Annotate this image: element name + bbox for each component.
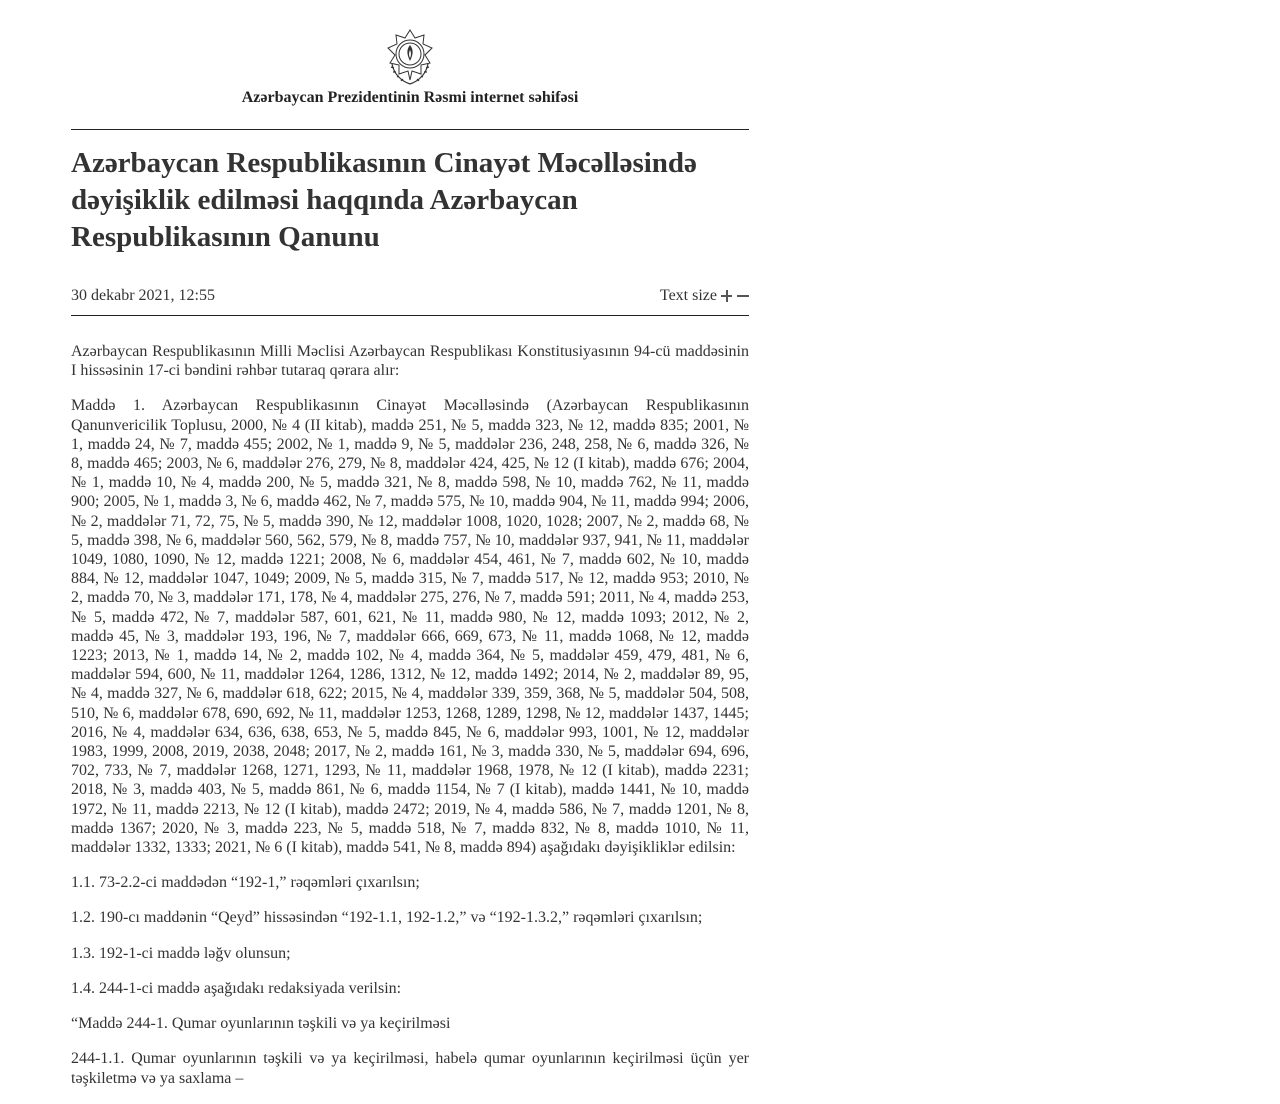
minus-icon[interactable] <box>737 290 749 302</box>
article-meta <box>71 285 749 307</box>
meta-divider <box>71 315 749 316</box>
site-header <box>71 0 749 107</box>
text-size-control <box>660 287 749 305</box>
text-size-label: Text size <box>659 287 717 304</box>
paragraph-article-244-1-heading: “Maddə 244-1. Qumar oyunlarının təşkili və ya keçirilməsi <box>71 1015 451 1033</box>
publish-date: 30 dekabr 2021, 12:55 <box>71 287 215 304</box>
paragraph-244-1-1: 244-1.1. Qumar oyunlarının təşkili və ya keçirilməsi, habelə qumar oyunlarının keçirilməsi üçün yer təşkiletmə və ya saxlama – <box>71 1050 749 1087</box>
paragraph-article-1: Maddə 1. Azərbaycan Respublikasının Cinayət Məcəlləsində (Azərbaycan Respublikasının Qanunvericilik Toplusu, 2000, № 4 (II kitab), maddə 251, № 5, maddə 323, № 12, maddə 835; 2001, № 1, maddə 24, № 7, maddə 455; 2002, № 1, maddə 9, № 5, maddələr 236, 248, 258, № 6, maddə 326, № 8, maddə 465; 2003, № 6, maddələr 276, 279, № 8, maddələr 424, 425, № 12 (I kitab), maddə 676; 2004, № 1, maddə 10, № 4, maddə 200, № 5, maddə 321, № 8, maddə 598, № 10, maddə 762, № 11, maddə 900; 2005, № 1, maddə 3, № 6, maddə 462, № 7, maddə 575, № 10, maddə 904, № 11, maddə 994; 2006, № 2, maddələr 71, 72, 75, № 5, maddə 390, № 12, maddələr 1008, 1020, 1028; 2007, № 2, maddə 68, № 5, maddə 398, № 6, maddələr 560, 562, 579, № 8, maddə 757, № 10, maddələr 937, 941, № 11, maddələr 1049, 1080, 1090, № 12, maddə 1221; 2008, № 6, maddələr 454, 461, № 7, maddə 602, № 10, maddə 884, № 12, maddələr 1047, 1049; 2009, № 5, maddə 315, № 7, maddə 517, № 12, maddə 953; 2010, № 2, maddə 70, № 3, maddələr 171, 178, № 4, maddələr 275, 276, № 7, maddə 591; 2011, № 4, maddə 253, № 5, maddə 472, № 7, maddələr 587, 601, 621, № 11, maddə 980, № 12, maddə 1093; 2012, № 2, maddə 45, № 3, maddələr 193, 196, № 7, maddələr 666, 669, 673, № 11, maddə 1068, № 12, maddə 1223; 2013, № 1, maddə 14, № 2, maddə 102, № 4, maddə 364, № 5, maddələr 459, 479, 481, № 6, maddələr 594, 600, № 11, maddələr 1264, 1286, 1312, № 12, maddə 1492; 2014, № 2, maddələr 89, 95, № 4, maddə 327, № 6, maddələr 618, 622; 2015, № 4, maddələr 339, 359, 368, № 5, maddələr 504, 508, 510, № 6, maddələr 678, 690, 692, № 11, maddələr 1253, 1268, 1289, 1298, № 12, maddələr 1437, 1445; 2016, № 4, maddələr 634, 636, 638, 653, № 5, maddə 845, № 6, maddələr 993, 1001, № 12, maddələr 1983, 1999, 2008, 2019, 2038, 2048; 2017, № 2, maddə 161, № 3, maddə 330, № 5, maddələr 694, 696, 702, 733, № 7, maddələr 1268, 1271, 1293, № 11, maddələr 1968, 1978, № 12 (I kitab), maddə 2231; 2018, № 3, maddə 403, № 5, maddə 861, № 6, maddə 1154, № 7 (I kitab), maddə 1441, № 10, maddə 1972, № 11, maddə 2213, № 12 (I kitab), maddə 2472; 2019, № 4, maddə 586, № 7, maddə 1201, № 8, maddə 1367; 2020, № 3, maddə 223, № 5, maddə 518, № 7, maddə 832, № 8, maddə 1010, № 11, maddələr 1332, 1333; 2021, № 6 (I kitab), maddə 541, № 8, maddə 894) aşağıdakı dəyişikliklər edilsin: <box>71 397 749 857</box>
header-divider <box>71 129 749 130</box>
article-body <box>71 342 749 1088</box>
paragraph-item-1-2: 1.2. 190-cı maddənin “Qeyd” hissəsindən “192-1.1, 192-1.2,” və “192-1.3.2,” rəqəmləri çıxarılsın; <box>71 909 703 927</box>
article-page <box>71 0 749 1104</box>
page-title: Azərbaycan Respublikasının Cinayət Məcəlləsində dəyişiklik edilməsi haqqında Azərbaycan Respublikasının Qanunu <box>71 147 697 253</box>
site-name[interactable]: Azərbaycan Prezidentinin Rəsmi internet səhifəsi <box>241 89 579 106</box>
paragraph-item-1-1: 1.1. 73-2.2-ci maddədən “192-1,” rəqəmləri çıxarılsın; <box>71 874 420 892</box>
plus-icon[interactable] <box>721 290 733 302</box>
azerbaijan-state-emblem-icon[interactable] <box>384 28 436 86</box>
paragraph-item-1-4: 1.4. 244-1-ci maddə aşağıdakı redaksiyada verilsin: <box>71 979 402 997</box>
paragraph-preamble: Azərbaycan Respublikasının Milli Məclisi Azərbaycan Respublikası Konstitusiyasının 94-cü maddəsinin I hissəsinin 17-ci bəndini rəhbər tutaraq qərara alır: <box>71 343 749 380</box>
paragraph-item-1-3: 1.3. 192-1-ci maddə ləğv olunsun; <box>71 944 291 962</box>
